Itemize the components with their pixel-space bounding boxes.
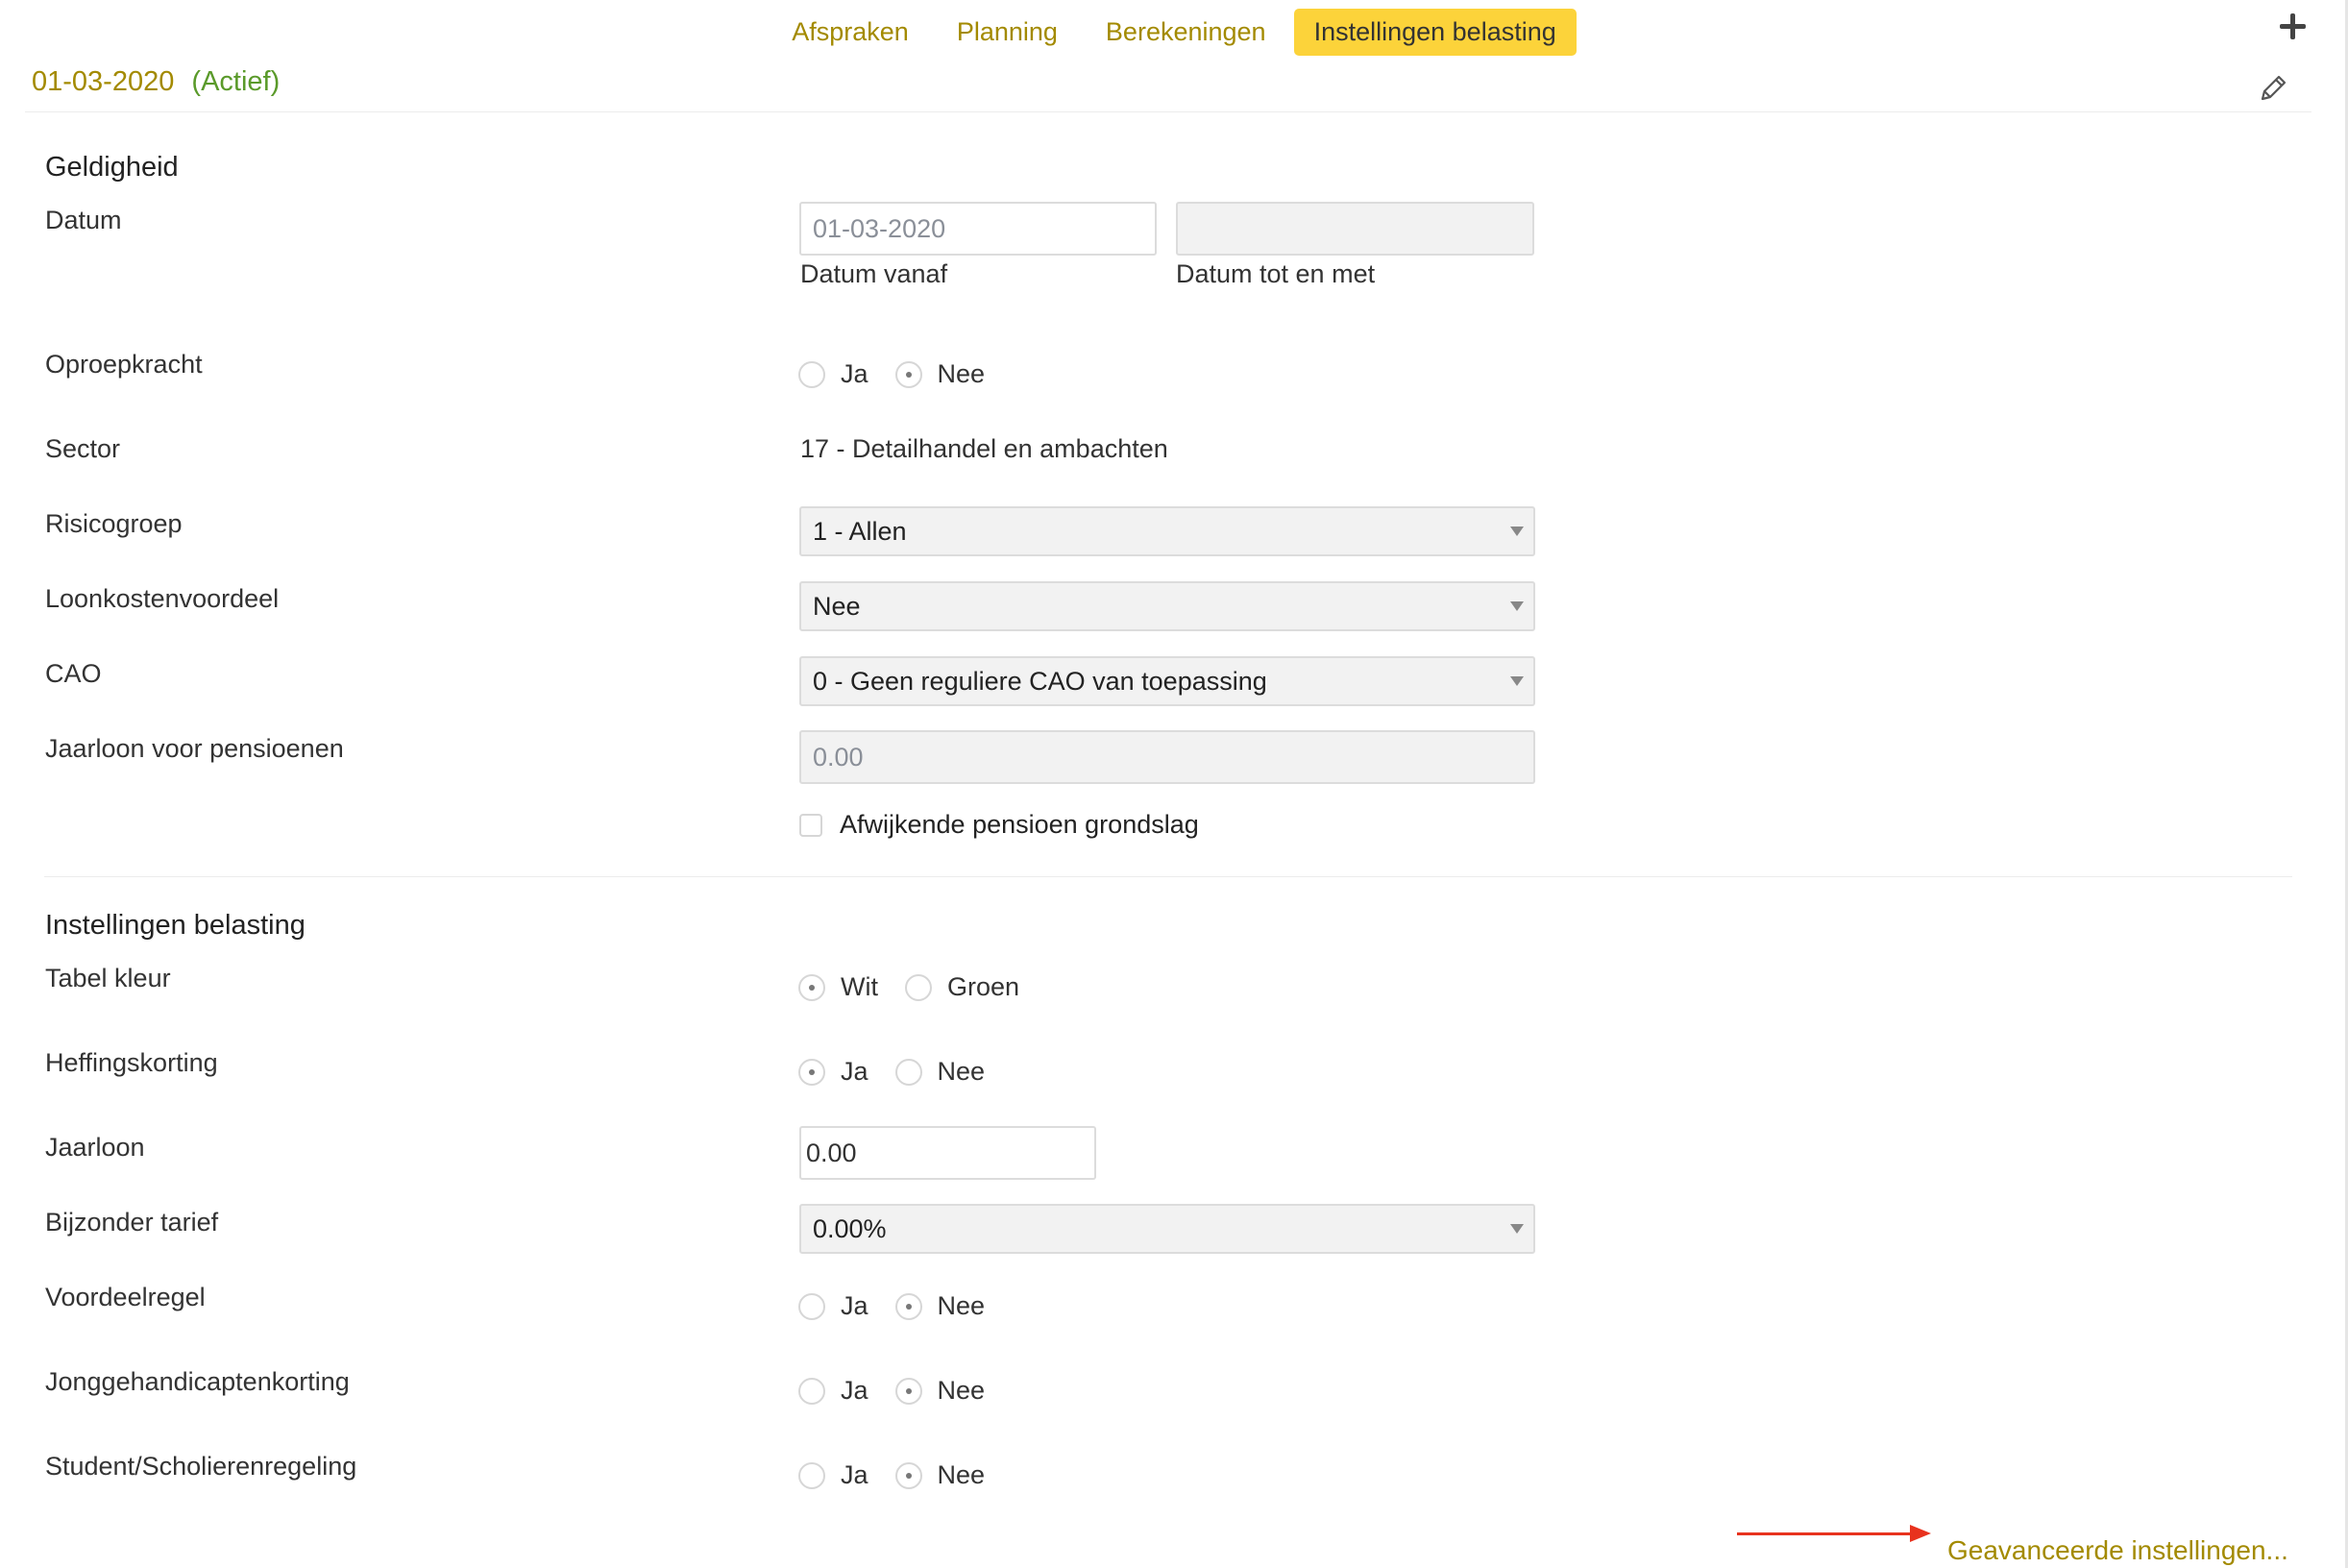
radio-icon-checked bbox=[895, 1378, 922, 1405]
label-loonkostenvoordeel: Loonkostenvoordeel bbox=[45, 584, 280, 613]
student-scholieren-option-nee[interactable] bbox=[895, 1460, 986, 1490]
radio-label: Groen bbox=[946, 972, 1020, 1001]
label-jonggehandicaptenkorting: Jonggehandicaptenkorting bbox=[45, 1367, 350, 1396]
period-status: (Actief) bbox=[191, 66, 281, 97]
tab-planning[interactable]: Planning bbox=[956, 16, 1058, 46]
pencil-icon[interactable] bbox=[2256, 71, 2290, 106]
top-tabs bbox=[0, 6, 2348, 58]
date-from-input[interactable] bbox=[799, 202, 1157, 256]
radio-label: Ja bbox=[841, 1291, 868, 1320]
radio-icon bbox=[905, 974, 932, 1001]
header-divider bbox=[25, 111, 2311, 112]
arrow-right-icon bbox=[1910, 1525, 1931, 1542]
checkbox[interactable] bbox=[799, 814, 822, 837]
radio-icon-checked bbox=[798, 974, 825, 1001]
tabel-kleur-option-groen[interactable] bbox=[905, 972, 1019, 1002]
jaarloon-pensioenen-input[interactable] bbox=[799, 730, 1535, 784]
label-student-scholierenregeling: Student/Scholierenregeling bbox=[45, 1452, 357, 1481]
radio-label: Wit bbox=[841, 972, 878, 1001]
loonkostenvoordeel-select[interactable] bbox=[799, 581, 1535, 631]
radio-label: Nee bbox=[937, 1057, 986, 1086]
label-jaarloon-pensioenen: Jaarloon voor pensioenen bbox=[45, 734, 344, 763]
plus-icon[interactable] bbox=[2275, 10, 2310, 44]
label-cao: CAO bbox=[45, 659, 102, 688]
label-jaarloon: Jaarloon bbox=[45, 1133, 145, 1162]
oproepkracht-radio-group bbox=[798, 359, 1012, 389]
radio-label: Nee bbox=[937, 359, 986, 388]
label-risicogroep: Risicogroep bbox=[45, 509, 183, 538]
chevron-down-icon bbox=[1510, 601, 1524, 611]
label-sector: Sector bbox=[45, 434, 121, 463]
period-date: 01-03-2020 bbox=[32, 66, 175, 97]
select-value: 0.00% bbox=[813, 1213, 887, 1243]
help-datum-vanaf: Datum vanaf bbox=[800, 259, 948, 288]
radio-icon bbox=[798, 1462, 825, 1489]
label-datum: Datum bbox=[45, 206, 122, 234]
section-title-geldigheid: Geldigheid bbox=[45, 152, 179, 183]
chevron-down-icon bbox=[1510, 676, 1524, 686]
sector-value: 17 - Detailhandel en ambachten bbox=[800, 434, 1168, 463]
bijzonder-tarief-select[interactable] bbox=[799, 1204, 1535, 1254]
risicogroep-select[interactable] bbox=[799, 506, 1535, 556]
section-title-instellingen-belasting: Instellingen belasting bbox=[45, 910, 306, 941]
radio-label: Ja bbox=[841, 1460, 868, 1489]
tab-afspraken[interactable]: Afspraken bbox=[792, 16, 909, 46]
date-to-input[interactable] bbox=[1176, 202, 1534, 256]
radio-icon-checked bbox=[895, 361, 922, 388]
radio-icon bbox=[895, 1059, 922, 1086]
label-voordeelregel: Voordeelregel bbox=[45, 1283, 206, 1311]
radio-icon bbox=[798, 1378, 825, 1405]
afwijkende-grondslag-checkbox-row[interactable] bbox=[799, 810, 1199, 840]
jonggehandicaptenkorting-radio-group bbox=[798, 1376, 1012, 1406]
radio-label: Ja bbox=[841, 1376, 868, 1405]
tabel-kleur-option-wit[interactable] bbox=[798, 972, 878, 1002]
date-from-placeholder: 01-03-2020 bbox=[813, 213, 946, 243]
oproepkracht-option-nee[interactable] bbox=[895, 359, 986, 389]
radio-icon-checked bbox=[798, 1059, 825, 1086]
radio-label: Nee bbox=[937, 1460, 986, 1489]
radio-icon bbox=[798, 361, 825, 388]
jaarloon-input[interactable]: 0.00 bbox=[799, 1126, 1096, 1180]
input-placeholder: 0.00 bbox=[813, 742, 864, 772]
jonggehandicaptenkorting-option-nee[interactable] bbox=[895, 1376, 986, 1406]
chevron-down-icon bbox=[1510, 527, 1524, 536]
tab-berekeningen[interactable]: Berekeningen bbox=[1105, 16, 1266, 46]
radio-icon-checked bbox=[895, 1462, 922, 1489]
period-header bbox=[32, 66, 280, 98]
voordeelregel-radio-group bbox=[798, 1291, 1012, 1321]
jonggehandicaptenkorting-option-ja[interactable] bbox=[798, 1376, 868, 1406]
label-oproepkracht: Oproepkracht bbox=[45, 350, 203, 379]
radio-icon-checked bbox=[895, 1293, 922, 1320]
radio-label: Nee bbox=[937, 1291, 986, 1320]
tabel-kleur-radio-group bbox=[798, 972, 1046, 1002]
section-divider bbox=[44, 876, 2292, 877]
select-value: 0 - Geen reguliere CAO van toepassing bbox=[813, 666, 1267, 696]
radio-label: Ja bbox=[841, 359, 868, 388]
voordeelregel-option-nee[interactable] bbox=[895, 1291, 986, 1321]
radio-icon bbox=[798, 1293, 825, 1320]
tab-instellingen-belasting[interactable]: Instellingen belasting bbox=[1294, 9, 1577, 56]
annotation-arrow-line bbox=[1737, 1532, 1912, 1535]
select-value: Nee bbox=[813, 591, 861, 621]
help-datum-tot-en-met: Datum tot en met bbox=[1176, 259, 1376, 288]
heffingskorting-option-nee[interactable] bbox=[895, 1057, 986, 1087]
voordeelregel-option-ja[interactable] bbox=[798, 1291, 868, 1321]
radio-label: Nee bbox=[937, 1376, 986, 1405]
chevron-down-icon bbox=[1510, 1224, 1524, 1234]
oproepkracht-option-ja[interactable] bbox=[798, 359, 868, 389]
select-value: 1 - Allen bbox=[813, 516, 907, 546]
heffingskorting-option-ja[interactable] bbox=[798, 1057, 868, 1087]
cao-select[interactable] bbox=[799, 656, 1535, 706]
student-scholieren-option-ja[interactable] bbox=[798, 1460, 868, 1490]
student-scholieren-radio-group bbox=[798, 1460, 1012, 1490]
radio-label: Ja bbox=[841, 1057, 868, 1086]
advanced-settings-link[interactable]: Geavanceerde instellingen... bbox=[1947, 1535, 2288, 1565]
label-heffingskorting: Heffingskorting bbox=[45, 1048, 218, 1077]
checkbox-label: Afwijkende pensioen grondslag bbox=[840, 810, 1199, 839]
heffingskorting-radio-group bbox=[798, 1057, 1012, 1087]
label-tabel-kleur: Tabel kleur bbox=[45, 964, 171, 992]
label-bijzonder-tarief: Bijzonder tarief bbox=[45, 1208, 219, 1237]
